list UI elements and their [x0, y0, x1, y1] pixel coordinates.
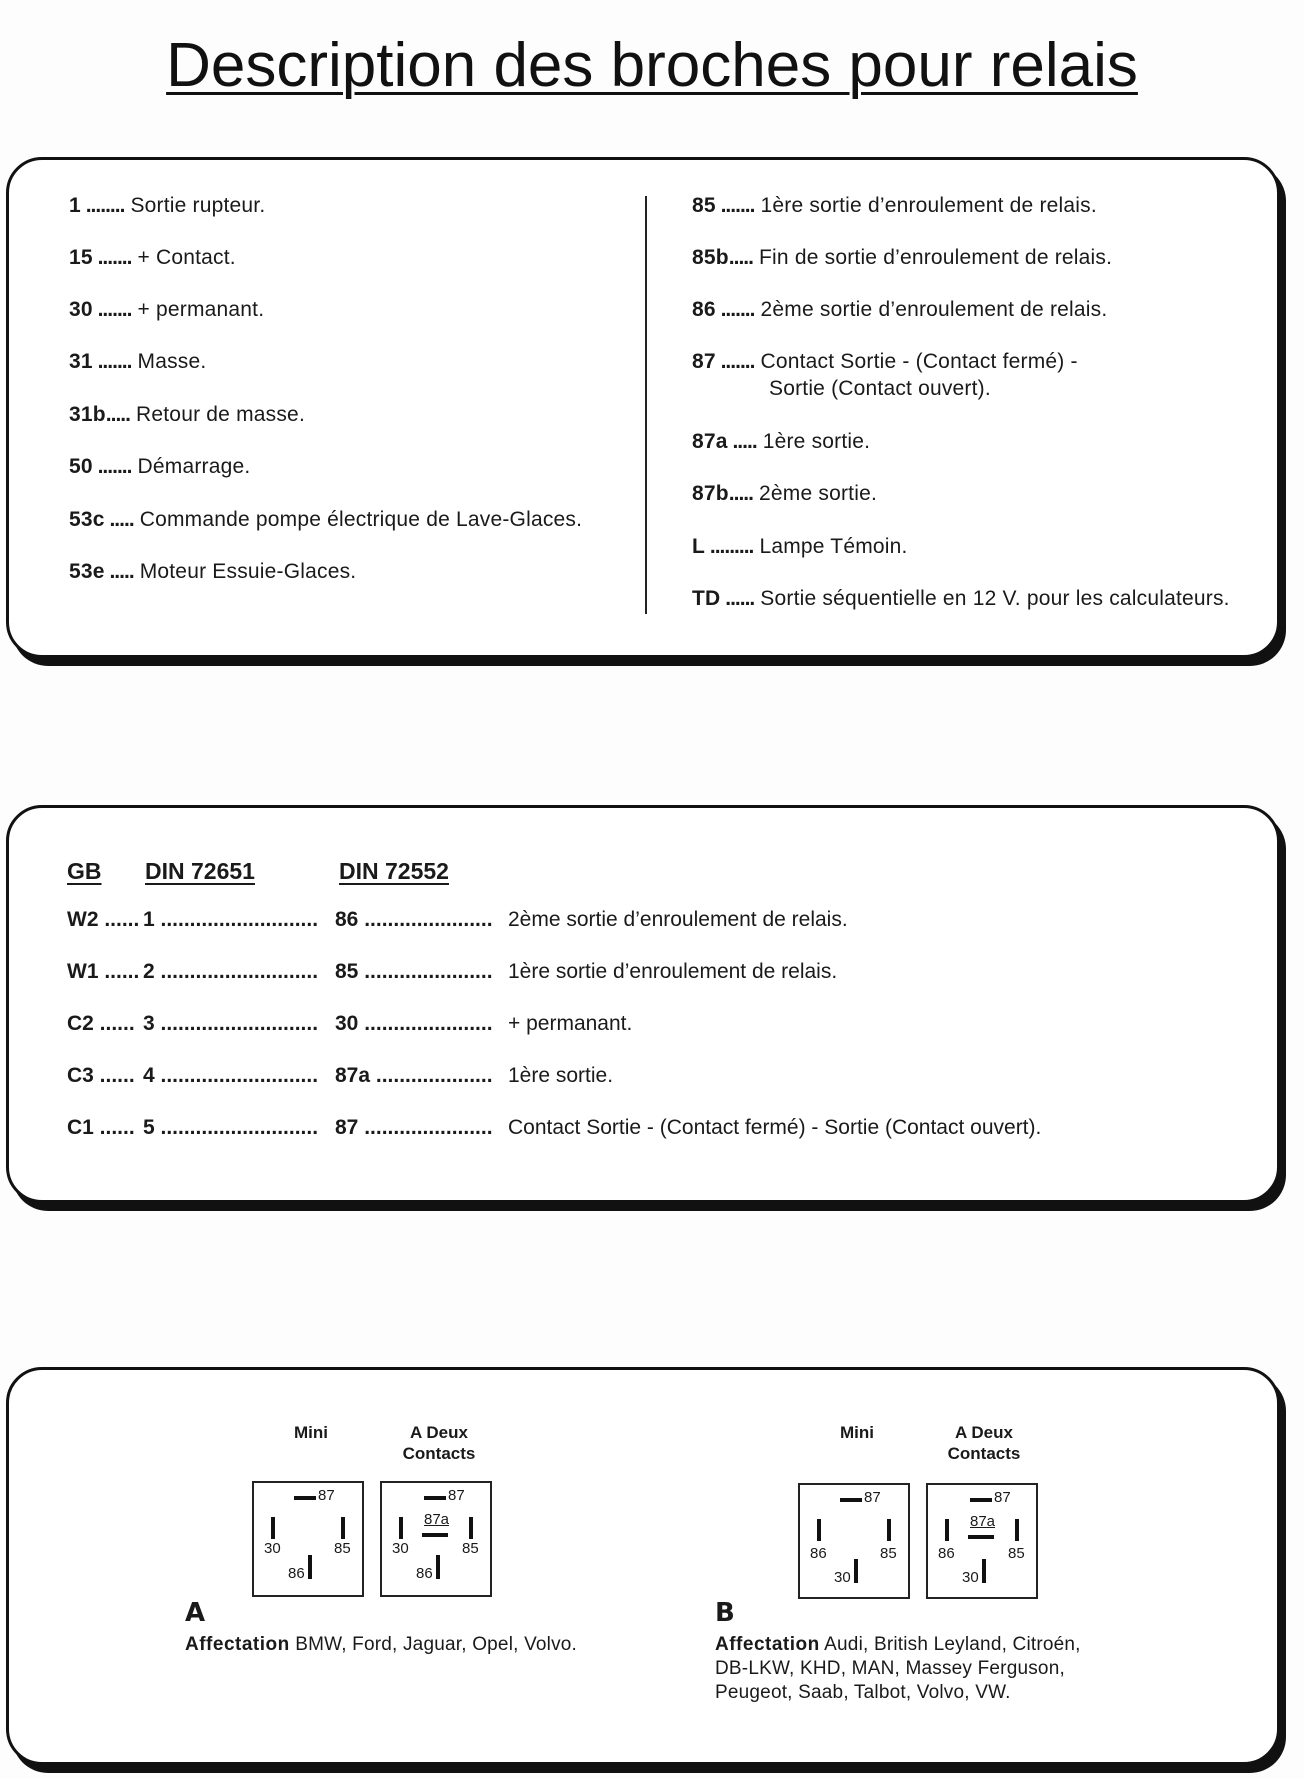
pin-row: 1 ........ Sortie rupteur. — [69, 194, 266, 217]
header-gb: GB — [67, 858, 102, 884]
relay-diagram-b-mini: 87 86 85 30 — [798, 1483, 910, 1599]
pin-row: 86 ....... 2ème sortie d’enroulement de relais. — [692, 298, 1108, 321]
pin-row: 31 ....... Masse. — [69, 350, 207, 373]
relay-diagram-a-deux-contacts: 87 87a 30 85 86 — [380, 1481, 492, 1597]
pin-row: 85b..... Fin de sortie d’enroulement de relais. — [692, 246, 1113, 269]
pin-description-panel — [6, 157, 1280, 658]
pin-row: 30 ....... + permanant. — [69, 298, 265, 321]
pin-row: L ......... Lampe Témoin. — [692, 535, 908, 558]
pin-row: 87a ..... 1ère sortie. — [692, 430, 871, 453]
pin-row-continuation: Sortie (Contact ouvert). — [769, 377, 991, 400]
group-a-affectation: Affectation BMW, Ford, Jaguar, Opel, Volvo. — [185, 1634, 578, 1655]
pin-row: TD ...... Sortie séquentielle en 12 V. pour les calculateurs. — [692, 587, 1230, 610]
group-a-letter: A — [185, 1598, 206, 1628]
mini-label: Mini — [294, 1423, 328, 1442]
column-divider — [645, 196, 647, 614]
page-title: Description des broches pour relais — [166, 31, 1138, 100]
pin-row: 53c ..... Commande pompe électrique de Lave-Glaces. — [69, 508, 583, 531]
header-din-72651: DIN 72651 — [145, 858, 255, 884]
mini-label: Mini — [840, 1423, 874, 1442]
pin-row: 50 ....... Démarrage. — [69, 455, 251, 478]
group-b-affectation: Affectation Audi, British Leyland, Citroén, DB-LKW, KHD, MAN, Massey Ferguson, Peugeot, Saab, Talbot, Volvo, VW. — [715, 1634, 1081, 1703]
pin-row: 87 ....... Contact Sortie - (Contact fermé) - — [692, 350, 1078, 373]
header-din-72552: DIN 72552 — [339, 858, 449, 884]
pin-row: 15 ....... + Contact. — [69, 246, 236, 269]
relay-diagram-b-deux-contacts: 87 87a 86 85 30 — [926, 1483, 1038, 1599]
relay-diagram-a-mini: 87 30 85 86 — [252, 1481, 364, 1597]
relay-diagram-panel — [6, 1367, 1280, 1765]
pin-row: 85 ....... 1ère sortie d’enroulement de relais. — [692, 194, 1097, 217]
pin-row: 31b..... Retour de masse. — [69, 403, 305, 426]
pin-row: 87b..... 2ème sortie. — [692, 482, 877, 505]
a-deux-label: A Deux Contacts — [947, 1423, 1021, 1463]
a-deux-label: A Deux Contacts — [402, 1423, 476, 1463]
din-correspondence-panel: GB DIN 72651 DIN 72552 W2 ...... 1 ........................... 86 ...................... 2ème sortie d’enroulement de relais. W1 ...... 2 ........................... 85 ...................... 1ère sortie d’enroulement de relais. C2 ...... 3 ........................... 30 ...................... + permanant. C3 ...... 4 ........................... 87a .................... 1ère sortie. C1 ...... 5 ........................... 87 ...................... Contact Sortie - (Contact fermé) - Sortie (Contact ouvert). — [6, 805, 1280, 1203]
pin-row: 53e ..... Moteur Essuie-Glaces. — [69, 560, 357, 583]
group-b-letter: B — [715, 1598, 735, 1628]
